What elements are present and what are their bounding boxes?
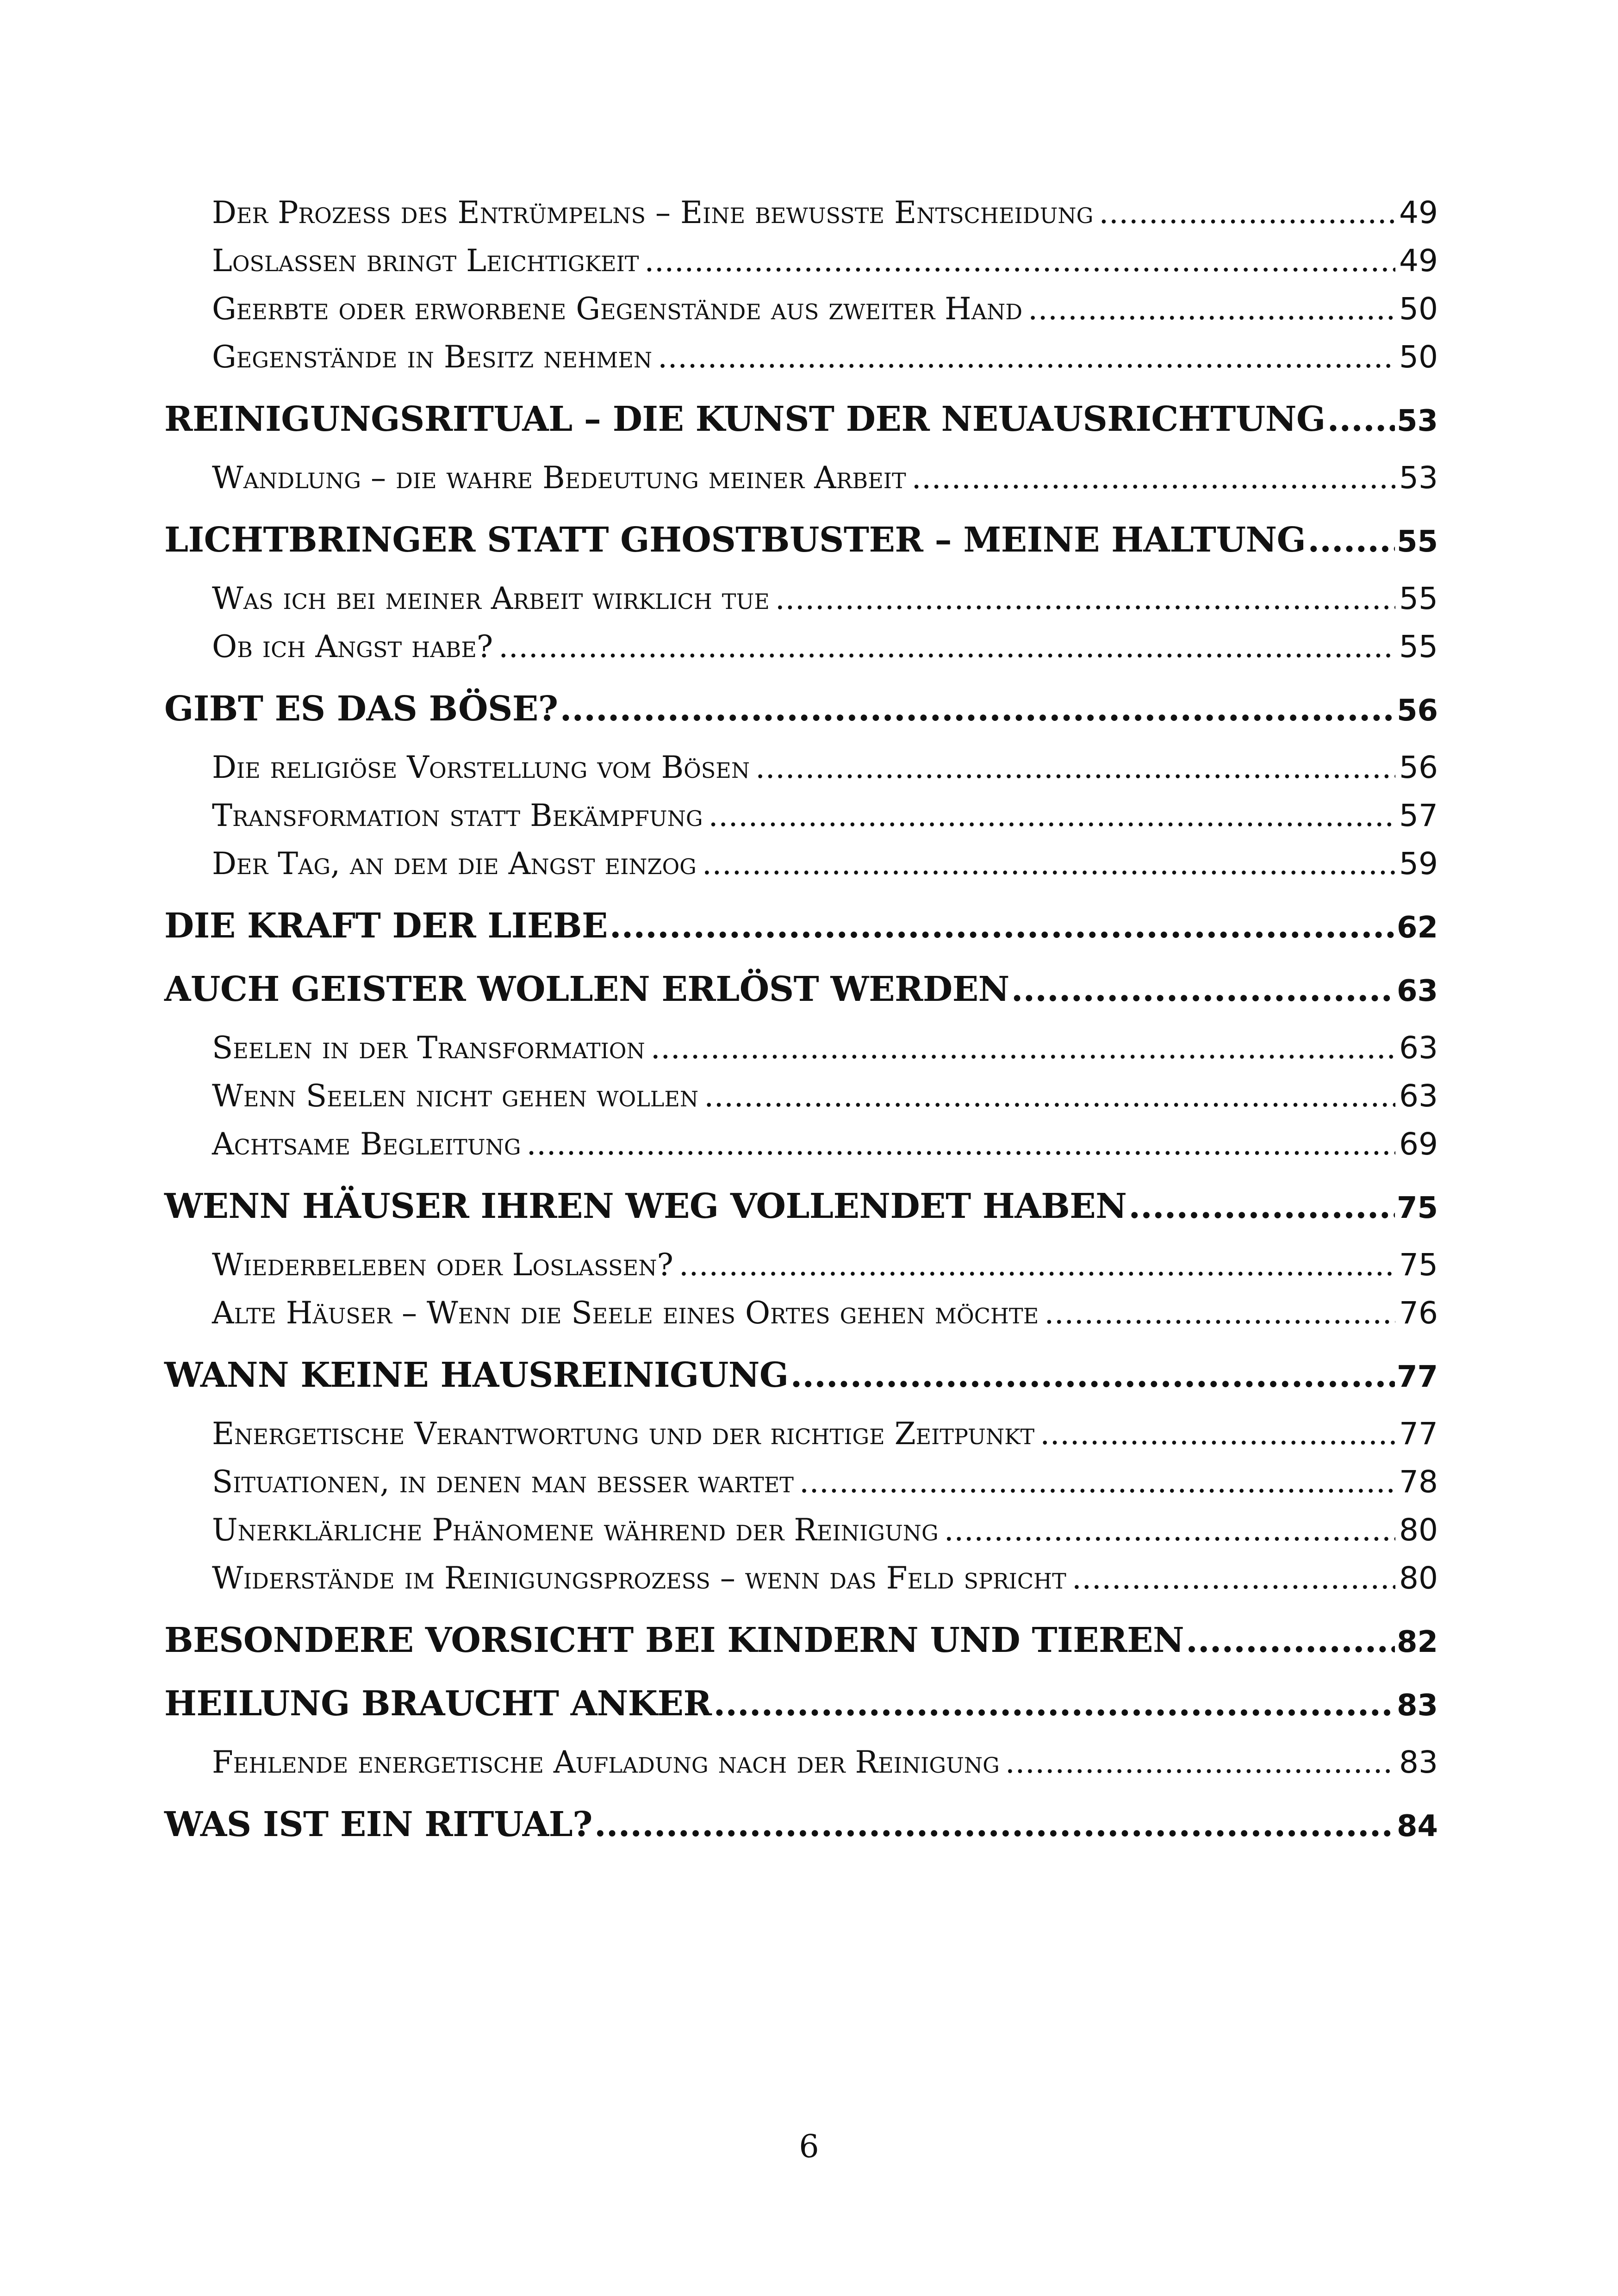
dot-leader — [1126, 1181, 1397, 1232]
toc-entry-title: Alte Häuser – Wenn die Seele eines Ortes gehen möchte — [212, 1295, 1039, 1331]
toc-entry-title: Gegenstände in Besitz nehmen — [212, 339, 653, 375]
dot-leader — [592, 1799, 1397, 1850]
toc-entry-title: Widerstände im Reinigungsprozess – wenn das Feld spricht — [212, 1560, 1066, 1596]
toc-entry-page: 55 — [1396, 525, 1438, 559]
toc-entry-page: 75 — [1399, 1247, 1438, 1283]
toc-section-entry[interactable] — [164, 1024, 1438, 1072]
toc-entry-page: 83 — [1396, 1688, 1438, 1723]
toc-section-entry[interactable] — [164, 1072, 1438, 1120]
toc-entry-title: Wandlung – die wahre Bedeutung meiner Arbeit — [212, 460, 906, 496]
toc-section-entry[interactable] — [164, 1241, 1438, 1289]
toc-entry-page: 56 — [1399, 750, 1438, 785]
toc-entry-title: Der Prozess des Entrümpelns – Eine bewusste Entscheidung — [212, 195, 1094, 230]
toc-section-entry[interactable] — [164, 1506, 1438, 1554]
dot-leader — [1184, 1615, 1397, 1666]
dot-leader — [673, 1241, 1399, 1289]
toc-section-entry[interactable] — [164, 285, 1438, 333]
toc-entry-title: HEILUNG BRAUCHT ANKER — [164, 1684, 712, 1724]
toc-entry-page: 50 — [1399, 339, 1438, 375]
dot-leader — [1009, 964, 1397, 1015]
toc-entry-page: 59 — [1399, 846, 1438, 881]
dot-leader — [698, 1072, 1399, 1120]
toc-section-entry[interactable] — [164, 1120, 1438, 1168]
dot-leader — [906, 454, 1399, 502]
toc-section-entry[interactable] — [164, 840, 1438, 888]
toc-entry-page: 78 — [1399, 1464, 1438, 1500]
toc-entry-title: WAS IST EIN RITUAL? — [164, 1805, 593, 1844]
dot-leader — [558, 683, 1397, 734]
dot-leader — [1326, 394, 1397, 445]
toc-entry-title: Achtsame Begleitung — [212, 1126, 521, 1162]
dot-leader — [1093, 189, 1399, 237]
dot-leader — [703, 792, 1399, 840]
toc-section-entry[interactable] — [164, 1554, 1438, 1602]
dot-leader — [652, 333, 1399, 381]
toc-entry-title: Transformation statt Bekämpfung — [212, 798, 703, 833]
dot-leader — [697, 840, 1399, 888]
toc-chapter-entry[interactable] — [164, 515, 1438, 565]
toc-entry-title: Energetische Verantwortung und der richtige Zeitpunkt — [212, 1416, 1035, 1452]
toc-entry-page: 56 — [1396, 694, 1438, 728]
dot-leader — [639, 237, 1399, 285]
toc-entry-page: 63 — [1399, 1030, 1438, 1066]
toc-entry-page: 50 — [1399, 291, 1438, 327]
toc-entry-page: 83 — [1399, 1744, 1438, 1780]
toc-entry-page: 53 — [1399, 460, 1438, 496]
toc-section-entry[interactable] — [164, 1458, 1438, 1506]
toc-entry-title: Loslassen bringt Leichtigkeit — [212, 243, 639, 279]
toc-entry-title: Seelen in der Transformation — [212, 1030, 645, 1066]
dot-leader — [1039, 1289, 1399, 1337]
toc-entry-title: AUCH GEISTER WOLLEN ERLÖST WERDEN — [164, 969, 1009, 1009]
toc-entry-title: Die religiöse Vorstellung vom Bösen — [212, 750, 750, 785]
toc-entry-page: 53 — [1396, 404, 1438, 438]
toc-entry-title: REINIGUNGSRITUAL – DIE KUNST DER NEUAUSRICHTUNG — [164, 399, 1326, 439]
toc-section-entry[interactable] — [164, 623, 1438, 671]
dot-leader — [1022, 285, 1399, 333]
toc-entry-page: 69 — [1399, 1126, 1438, 1162]
toc-section-entry[interactable] — [164, 237, 1438, 285]
toc-section-entry[interactable] — [164, 189, 1438, 237]
toc-entry-title: Unerklärliche Phänomene während der Reinigung — [212, 1512, 939, 1548]
dot-leader — [493, 623, 1399, 671]
toc-entry-title: BESONDERE VORSICHT BEI KINDERN UND TIEREN — [164, 1620, 1184, 1660]
toc-entry-page: 75 — [1396, 1191, 1438, 1225]
toc-section-entry[interactable] — [164, 744, 1438, 792]
toc-entry-title: Wenn Seelen nicht gehen wollen — [212, 1078, 699, 1114]
toc-section-entry[interactable] — [164, 454, 1438, 502]
toc-chapter-entry[interactable] — [164, 1350, 1438, 1401]
toc-entry-page: 80 — [1399, 1512, 1438, 1548]
toc-entry-title: Was ich bei meiner Arbeit wirklich tue — [212, 581, 770, 616]
toc-chapter-entry[interactable] — [164, 964, 1438, 1015]
toc-section-entry[interactable] — [164, 575, 1438, 623]
toc-entry-page: 57 — [1399, 798, 1438, 833]
toc-section-entry[interactable] — [164, 1410, 1438, 1458]
toc-entry-title: LICHTBRINGER STATT GHOSTBUSTER – MEINE HALTUNG — [164, 520, 1306, 560]
toc-entry-page: 77 — [1396, 1360, 1438, 1394]
dot-leader — [1034, 1410, 1399, 1458]
dot-leader — [1306, 515, 1397, 565]
toc-entry-page: 84 — [1396, 1809, 1438, 1843]
toc-entry-title: GIBT ES DAS BÖSE? — [164, 689, 558, 729]
toc-section-entry[interactable] — [164, 1738, 1438, 1787]
toc-entry-page: 63 — [1396, 974, 1438, 1008]
toc-entry-page: 55 — [1399, 581, 1438, 616]
dot-leader — [1066, 1554, 1399, 1602]
toc-entry-page: 49 — [1399, 195, 1438, 230]
dot-leader — [608, 900, 1397, 951]
toc-entry-title: Situationen, in denen man besser wartet — [212, 1464, 794, 1500]
toc-chapter-entry[interactable] — [164, 900, 1438, 951]
toc-entry-page: 63 — [1399, 1078, 1438, 1114]
toc-entry-page: 80 — [1399, 1560, 1438, 1596]
page-number: 6 — [799, 2128, 819, 2165]
dot-leader — [794, 1458, 1399, 1506]
toc-entry-title: Geerbte oder erworbene Gegenstände aus zweiter Hand — [212, 291, 1023, 327]
toc-entry-page: 82 — [1396, 1625, 1438, 1659]
toc-entry-title: WENN HÄUSER IHREN WEG VOLLENDET HABEN — [164, 1186, 1127, 1226]
dot-leader — [750, 744, 1399, 792]
toc-entry-page: 49 — [1399, 243, 1438, 279]
toc-entry-page: 76 — [1399, 1295, 1438, 1331]
dot-leader — [939, 1506, 1399, 1554]
toc-chapter-entry[interactable] — [164, 1799, 1438, 1850]
toc-entry-title: DIE KRAFT DER LIEBE — [164, 906, 608, 946]
dot-leader — [521, 1120, 1399, 1168]
toc-chapter-entry[interactable] — [164, 394, 1438, 445]
toc-entry-page: 55 — [1399, 629, 1438, 664]
toc-section-entry[interactable] — [164, 333, 1438, 381]
dot-leader — [645, 1024, 1399, 1072]
toc-chapter-entry[interactable] — [164, 683, 1438, 734]
dot-leader — [711, 1678, 1396, 1729]
toc-entry-title: Der Tag, an dem die Angst einzog — [212, 846, 697, 881]
dot-leader — [1000, 1738, 1399, 1787]
table-of-contents — [164, 189, 1438, 1859]
toc-section-entry[interactable] — [164, 1289, 1438, 1337]
toc-entry-title: WANN KEINE HAUSREINIGUNG — [164, 1355, 789, 1395]
dot-leader — [770, 575, 1399, 623]
toc-entry-title: Fehlende energetische Aufladung nach der Reinigung — [212, 1744, 1000, 1780]
dot-leader — [789, 1350, 1397, 1401]
toc-entry-page: 62 — [1396, 911, 1438, 945]
toc-entry-title: Wiederbeleben oder Loslassen? — [212, 1247, 673, 1283]
toc-chapter-entry[interactable] — [164, 1678, 1438, 1729]
toc-chapter-entry[interactable] — [164, 1615, 1438, 1666]
toc-entry-page: 77 — [1399, 1416, 1438, 1452]
toc-entry-title: Ob ich Angst habe? — [212, 629, 493, 664]
toc-section-entry[interactable] — [164, 792, 1438, 840]
toc-chapter-entry[interactable] — [164, 1181, 1438, 1232]
